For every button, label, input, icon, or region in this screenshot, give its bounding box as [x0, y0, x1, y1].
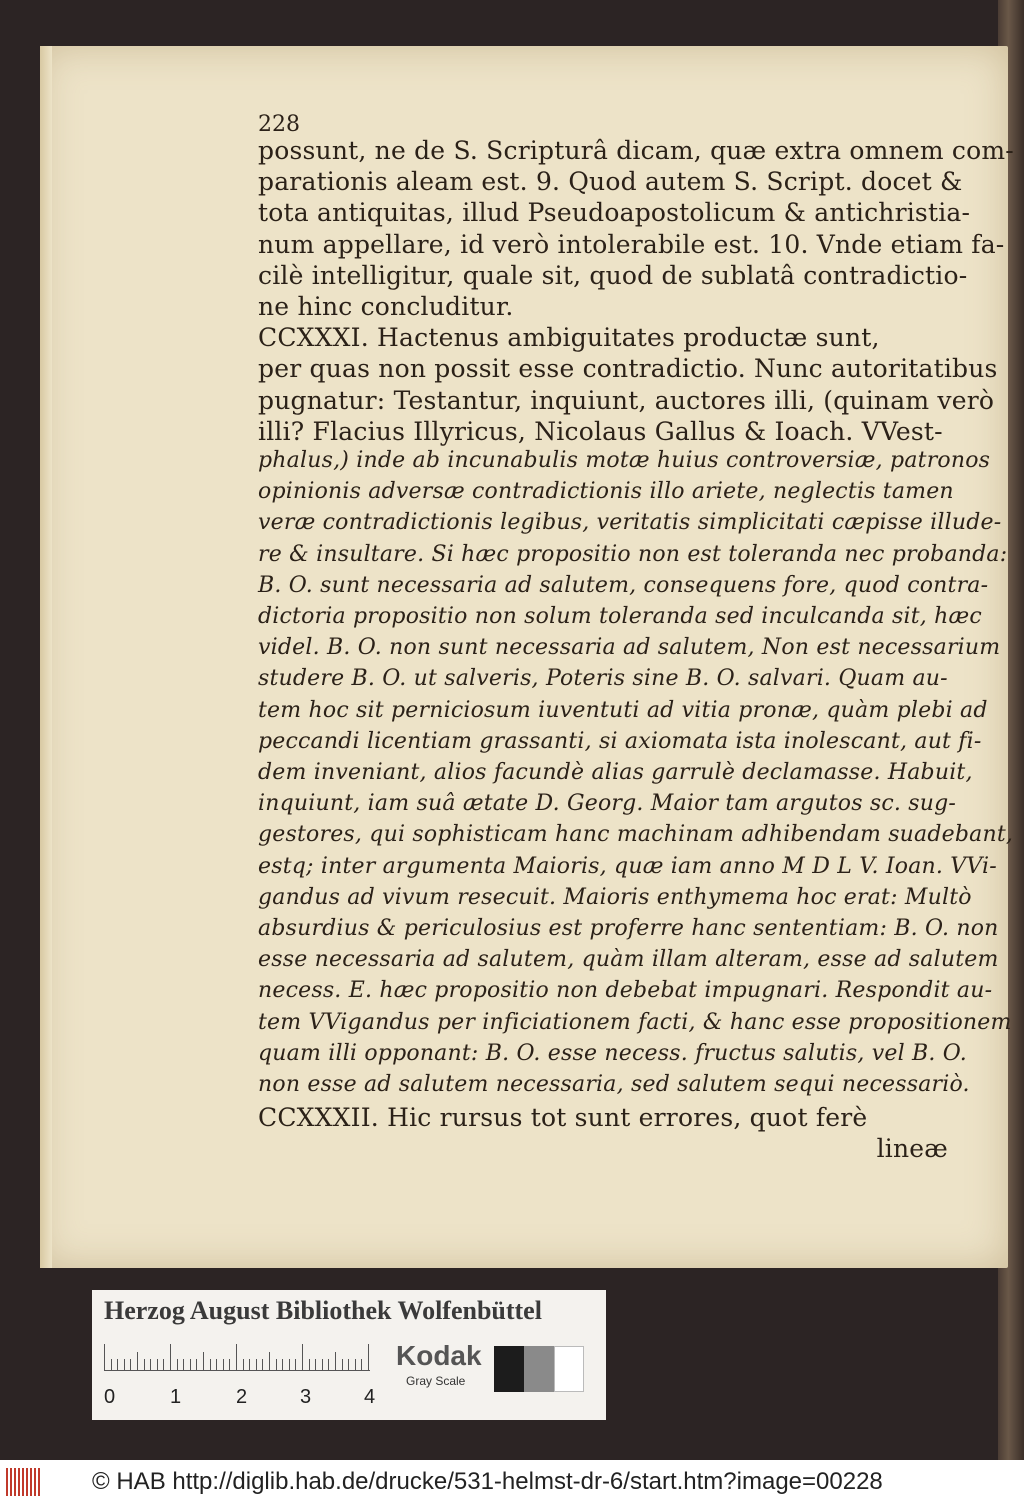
text-line: non esse ad salutem necessaria, sed salutem sequi necessariò.: [258, 1072, 970, 1097]
ruler-number: 4: [364, 1386, 376, 1408]
ruler-tick: [196, 1359, 197, 1370]
ruler-tick: [361, 1359, 362, 1370]
ruler-tick: [236, 1344, 237, 1370]
ruler-number: 2: [236, 1386, 248, 1408]
text-line: dictoria propositio non solum toleranda sed inculcanda sit, hæc: [258, 604, 982, 629]
ruler-tick: [269, 1352, 270, 1370]
ruler-tick: [243, 1359, 244, 1370]
text-line: CCXXXII. Hic rursus tot sunt errores, quot ferè: [258, 1103, 868, 1133]
text-line: absurdius & periculosius est proferre hanc sententiam: B. O. non: [258, 916, 999, 941]
ruler-tick: [203, 1352, 204, 1370]
ruler-tick: [190, 1359, 191, 1370]
text-line: necess. E. hæc propositio non debebat impugnari. Respondit au-: [258, 978, 993, 1004]
ruler-tick: [249, 1359, 250, 1370]
ruler-tick: [348, 1359, 349, 1370]
text-line: esse necessaria ad salutem, quàm illam alteram, esse ad salutem: [258, 947, 999, 973]
ruler-tick: [177, 1359, 178, 1370]
ruler-tick: [355, 1359, 356, 1370]
library-name: Herzog August Bibliothek Wolfenbüttel: [104, 1296, 542, 1325]
text-line: phalus,) inde ab incunabulis motæ huius controversiæ, patronos: [258, 448, 991, 473]
text-line: peccandi licentiam grassanti, si axiomata ista inolescant, aut fi-: [258, 728, 982, 754]
ruler-number: 0: [104, 1386, 116, 1408]
ruler-tick: [104, 1344, 105, 1370]
text-line: cilè intelligitur, quale sit, quod de sublatâ contradictio-: [258, 260, 968, 290]
gray-patch-black: [494, 1346, 524, 1392]
ruler-tick: [210, 1359, 211, 1370]
ruler-tick: [256, 1359, 257, 1370]
ruler-tick: [157, 1359, 158, 1370]
ruler-tick: [130, 1359, 131, 1370]
ruler-tick: [295, 1359, 296, 1370]
ruler-tick: [111, 1359, 112, 1370]
copyright-url[interactable]: © HAB http://diglib.hab.de/drucke/531-helmst-dr-6/start.htm?image=00228: [92, 1468, 883, 1495]
text-line: dem inveniant, alios facundè alias garrulè declamasse. Habuit,: [258, 760, 973, 785]
text-line: videl. B. O. non sunt necessaria ad salutem, Non est necessarium: [258, 635, 1001, 661]
text-line: possunt, ne de S. Scripturâ dicam, quæ extra omnem com-: [258, 136, 1014, 165]
text-line: re & insultare. Si hæc propositio non est toleranda nec probanda:: [258, 541, 1008, 567]
ruler-tick: [342, 1359, 343, 1370]
ruler-tick: [163, 1359, 164, 1370]
text-line: gestores, qui sophisticam hanc machinam adhibendam suadebant,: [258, 822, 1014, 848]
text-line: opinionis adversæ contradictionis illo ariete, neglectis tamen: [258, 479, 954, 505]
text-line: gandus ad vivum resecuit. Maioris enthymema hoc erat: Multò: [258, 884, 972, 910]
ruler-tick: [223, 1359, 224, 1370]
ruler-tick: [262, 1359, 263, 1370]
ruler-tick: [282, 1359, 283, 1370]
ruler-tick: [328, 1359, 329, 1370]
text-line: num appellare, id verò intolerabile est. 10. Vnde etiam fa-: [258, 229, 1005, 259]
ruler-tick: [315, 1359, 316, 1370]
ruler-tick: [229, 1359, 230, 1370]
ruler-tick: [150, 1359, 151, 1370]
gray-patch-mid: [524, 1346, 554, 1392]
ruler-tick: [124, 1359, 125, 1370]
catchword: lineæ: [876, 1134, 948, 1164]
gray-patch-white: [554, 1346, 584, 1392]
ruler-tick: [322, 1359, 323, 1370]
ruler-tick: [309, 1359, 310, 1370]
color-target-card: [92, 1290, 606, 1420]
ruler-tick: [335, 1352, 336, 1370]
ruler-tick: [170, 1344, 171, 1370]
ruler-tick: [117, 1359, 118, 1370]
text-line: veræ contradictionis legibus, veritatis simplicitati cæpisse illude-: [258, 510, 1002, 536]
ruler-tick: [183, 1359, 184, 1370]
text-line: tota antiquitas, illud Pseudoapostolicum & antichristia-: [258, 198, 971, 228]
text-line: estq; inter argumenta Maioris, quæ iam anno M D L V. Ioan. VVi-: [258, 853, 997, 879]
page-number: 228: [258, 112, 300, 137]
text-line: tem hoc sit perniciosum iuventuti ad vitia pronæ, quàm plebi ad: [258, 697, 988, 723]
text-line: inquiunt, iam suâ ætate D. Georg. Maior tam argutos sc. sug-: [258, 791, 957, 817]
ruler-number: 1: [170, 1386, 182, 1408]
kodak-logo: Kodak: [396, 1340, 482, 1371]
page-edge: [40, 46, 52, 1268]
text-line: pugnatur: Testantur, inquiunt, auctores illi, (quinam verò: [258, 385, 995, 415]
text-line: quam illi opponant: B. O. esse necess. fructus salutis, vel B. O.: [258, 1040, 967, 1066]
text-line: CCXXXI. Hactenus ambiguitates productæ sunt,: [258, 323, 880, 353]
scale-ruler: [104, 1342, 370, 1371]
text-line: tem VVigandus per inficiationem facti, & hanc esse propositionem: [258, 1009, 1012, 1035]
gray-scale-label: Gray Scale: [406, 1374, 466, 1388]
text-line: studere B. O. ut salveris, Poteris sine B. O. salvari. Quam au-: [258, 666, 948, 692]
text-line: illi? Flacius Illyricus, Nicolaus Gallus & Ioach. VVest-: [258, 416, 943, 446]
barcode-icon: [6, 1468, 42, 1496]
ruler-tick: [289, 1359, 290, 1370]
ruler-tick: [276, 1359, 277, 1370]
ruler-tick: [137, 1352, 138, 1370]
ruler-tick: [302, 1344, 303, 1370]
text-line: B. O. sunt necessaria ad salutem, consequens fore, quod contra-: [258, 572, 989, 598]
text-line: ne hinc concluditur.: [258, 292, 514, 321]
text-line: per quas non possit esse contradictio. Nunc autoritatibus: [258, 354, 998, 384]
ruler-number: 3: [300, 1386, 312, 1408]
text-line: parationis aleam est. 9. Quod autem S. Script. docet &: [258, 167, 963, 197]
ruler-tick: [368, 1344, 369, 1370]
ruler-tick: [144, 1359, 145, 1370]
footer-bar: [0, 1460, 1024, 1504]
ruler-tick: [216, 1359, 217, 1370]
